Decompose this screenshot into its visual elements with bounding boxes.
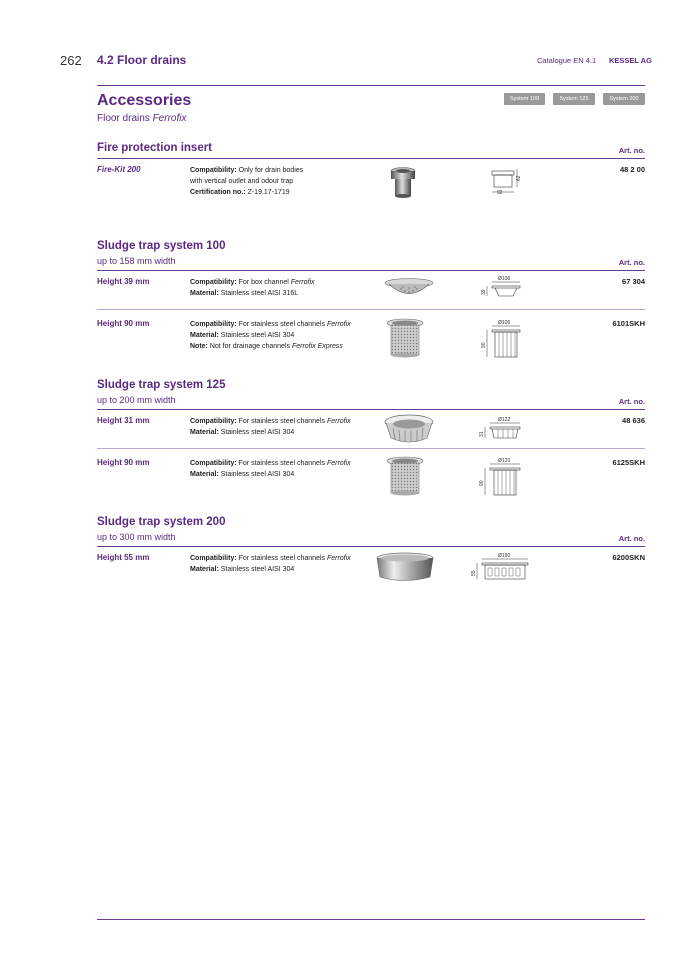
section-subtitle-100: up to 158 mm width <box>97 256 176 266</box>
material-label: Material: <box>190 290 219 297</box>
compat-label: Compatibility: <box>190 460 237 467</box>
sludge-trap-31-drawing <box>478 415 524 443</box>
row-label: Height 31 mm <box>97 416 150 425</box>
sludge-trap-55-image <box>375 552 435 584</box>
compat-value: For stainless steel channels <box>238 418 327 425</box>
subtitle-brand: Ferrofix <box>152 113 187 124</box>
note-value: Not for drainage channels <box>209 343 292 350</box>
art-no-value: 48 636 <box>622 416 645 425</box>
compat-value: For stainless steel channels <box>238 321 327 328</box>
row-label: Height 55 mm <box>97 553 150 562</box>
art-no-value: 6125SKH <box>612 458 645 467</box>
section-heading: 4.2 Floor drains <box>97 53 187 67</box>
row-label: Height 90 mm <box>97 319 150 328</box>
section-rule <box>97 409 645 410</box>
page-title: Accessories <box>97 92 192 109</box>
compat-value: Only for drain bodies <box>238 167 304 174</box>
section-rule <box>97 546 645 547</box>
dim-width: Ø106 <box>498 276 511 282</box>
material-value: Stainless steel AISI 304 <box>220 566 295 573</box>
material-label: Material: <box>190 332 219 339</box>
compat-brand: Ferrofix <box>326 460 351 467</box>
row-description <box>190 416 351 438</box>
compat-label: Compatibility: <box>190 321 237 328</box>
row-divider <box>97 309 645 310</box>
art-no-header: Art. no. <box>618 258 645 267</box>
cert-label: Certification no.: <box>190 189 246 196</box>
material-value: Stainless steel AISI 316L <box>220 290 299 297</box>
dim-height: 90 <box>479 480 485 486</box>
section-title-fire: Fire protection insert <box>97 142 213 154</box>
subtitle-text: Floor drains <box>97 113 153 124</box>
section-rule <box>97 270 645 271</box>
note-brand: Ferrofix Express <box>291 343 343 350</box>
system-badge-100: System 100 <box>504 93 545 105</box>
dim-width: Ø106 <box>498 320 511 326</box>
compat-brand: Ferrofix <box>326 418 351 425</box>
footer-rule <box>97 919 645 920</box>
sludge-trap-39-drawing <box>480 274 524 300</box>
art-no-value: 6200SKN <box>612 553 645 562</box>
compat-brand: Ferrofix <box>326 321 351 328</box>
dim-height: 39 <box>481 289 487 295</box>
sludge-trap-39-image <box>383 277 435 299</box>
cert-value: Z-19.17-1719 <box>247 189 290 196</box>
compat-value: For stainless steel channels <box>238 460 327 467</box>
art-no-header: Art. no. <box>618 146 645 155</box>
note-label: Note: <box>190 343 208 350</box>
row-description <box>190 319 351 352</box>
section-title-200: Sludge trap system 200 <box>97 516 226 528</box>
compat-label: Compatibility: <box>190 167 237 174</box>
sludge-trap-90b-image <box>385 456 425 496</box>
row-description <box>190 553 351 575</box>
row-description <box>190 277 315 299</box>
art-no-header: Art. no. <box>618 534 645 543</box>
dim-width: Ø190 <box>498 553 511 559</box>
compat-value-2: with vertical outlet and odour trap <box>190 178 294 185</box>
art-no-value: 6101SKH <box>612 319 645 328</box>
compat-brand: Ferrofix <box>290 279 315 286</box>
material-value: Stainless steel AISI 304 <box>220 332 295 339</box>
sludge-trap-55-drawing <box>470 551 532 585</box>
section-subtitle-200: up to 300 mm width <box>97 532 176 542</box>
section-title-125: Sludge trap system 125 <box>97 379 226 391</box>
row-label: Height 39 mm <box>97 277 150 286</box>
page-number: 262 <box>60 53 82 68</box>
dim-height: 31 <box>479 431 485 437</box>
catalogue-label: Catalogue EN 4.1 <box>537 56 597 65</box>
section-subtitle-125: up to 200 mm width <box>97 395 176 405</box>
row-divider <box>97 448 645 449</box>
section-title-100: Sludge trap system 100 <box>97 240 226 252</box>
sludge-trap-90-drawing <box>480 318 524 360</box>
dim-height: 55 <box>471 570 477 576</box>
dim-height: 62 <box>516 175 522 181</box>
material-value: Stainless steel AISI 304 <box>220 429 295 436</box>
system-badge-125: System 125 <box>553 93 595 105</box>
page-subtitle <box>97 113 186 124</box>
compat-value: For stainless steel channels <box>238 555 327 562</box>
dim-width: Ø122 <box>498 417 511 423</box>
material-value: Stainless steel AISI 304 <box>220 471 295 478</box>
fire-kit-drawing <box>485 163 527 197</box>
compat-label: Compatibility: <box>190 418 237 425</box>
row-description <box>190 458 351 480</box>
dim-width: 92 <box>497 190 503 196</box>
compat-label: Compatibility: <box>190 279 237 286</box>
material-label: Material: <box>190 429 219 436</box>
material-label: Material: <box>190 566 219 573</box>
dim-height: 90 <box>481 342 487 348</box>
header-rule <box>97 85 645 86</box>
compat-label: Compatibility: <box>190 555 237 562</box>
section-rule <box>97 158 645 159</box>
compat-brand: Ferrofix <box>326 555 351 562</box>
brand-label: KESSEL AG <box>609 56 652 65</box>
row-description <box>190 165 303 198</box>
fire-kit-image <box>390 167 416 199</box>
compat-value: For box channel <box>238 279 291 286</box>
system-badge-200: System 200 <box>603 93 645 105</box>
dim-width: Ø120 <box>498 458 511 464</box>
art-no-value: 67 304 <box>622 277 645 286</box>
sludge-trap-90b-drawing <box>478 456 524 498</box>
row-label: Fire-Kit 200 <box>97 165 141 174</box>
material-label: Material: <box>190 471 219 478</box>
sludge-trap-90-image <box>385 318 425 358</box>
sludge-trap-31-image <box>383 414 435 446</box>
art-no-value: 48 2 00 <box>619 165 645 174</box>
art-no-header: Art. no. <box>618 397 645 406</box>
row-label: Height 90 mm <box>97 458 150 467</box>
